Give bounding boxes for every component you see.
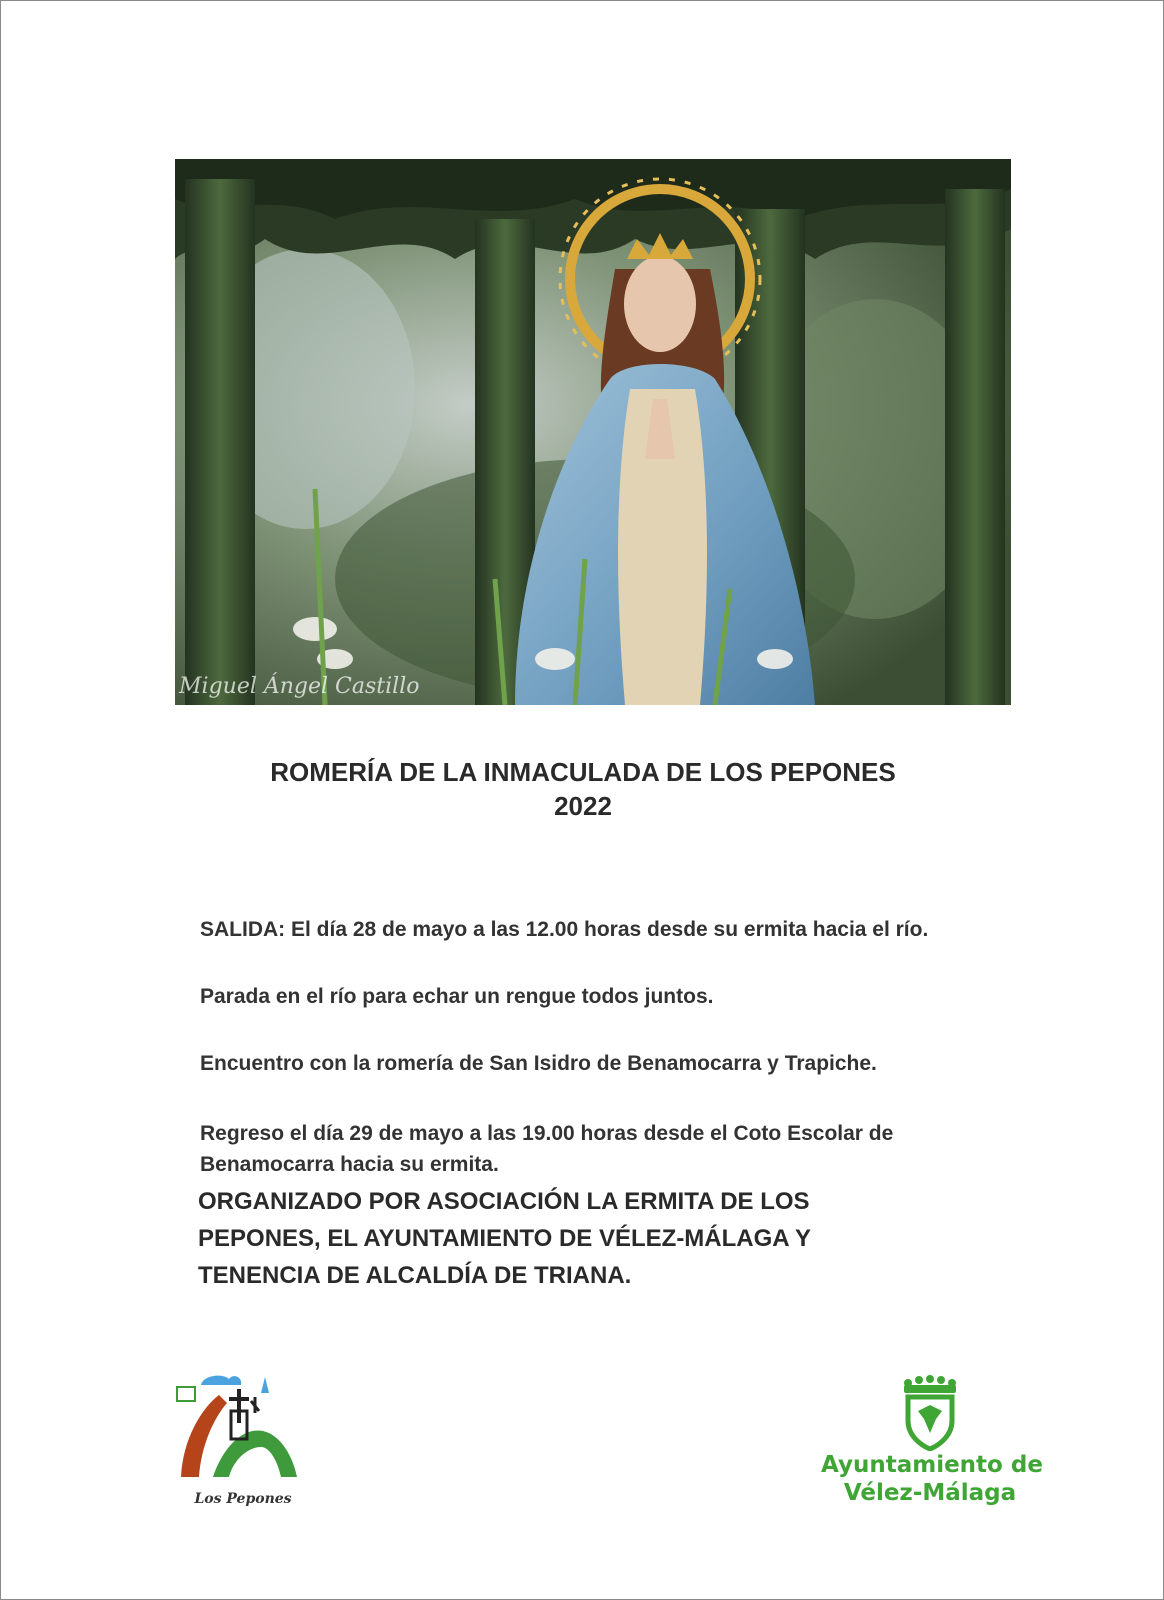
title-year: 2022	[554, 791, 612, 821]
departure-paragraph: SALIDA: El día 28 de mayo a las 12.00 horas desde su ermita hacia el río.	[200, 918, 929, 941]
los-pepones-emblem-icon	[173, 1367, 311, 1487]
los-pepones-logo	[173, 1367, 311, 1517]
virgin-illustration	[175, 159, 1011, 705]
ayuntamiento-line-2: Vélez-Málaga	[843, 1480, 1017, 1506]
ayuntamiento-line-1: Ayuntamiento de	[821, 1452, 1043, 1478]
river-stop-paragraph: Parada en el río para echar un rengue todos juntos.	[200, 985, 714, 1008]
event-title	[1, 755, 1164, 823]
title-line-1: ROMERÍA DE LA INMACULADA DE LOS PEPONES	[270, 757, 896, 787]
ayuntamiento-velez-malaga-logo	[821, 1375, 1043, 1506]
organizers-line-3: TENENCIA DE ALCALDÍA DE TRIANA.	[198, 1262, 632, 1289]
meeting-paragraph: Encuentro con la romería de San Isidro de Benamocarra y Trapiche.	[200, 1052, 877, 1075]
los-pepones-caption: Los Pepones	[194, 1491, 292, 1507]
photo-credit-watermark: Miguel Ángel Castillo	[179, 674, 420, 699]
return-paragraph: Regreso el día 29 de mayo a las 19.00 horas desde el Coto Escolar de Benamocarra hacia su ermita.	[200, 1122, 894, 1176]
velez-malaga-crest-icon	[900, 1375, 960, 1451]
virgin-photo	[175, 159, 1011, 705]
organizers-line-2: PEPONES, EL AYUNTAMIENTO DE VÉLEZ-MÁLAGA Y	[198, 1225, 811, 1252]
organizers-block	[198, 1183, 958, 1294]
organizers-line-1: ORGANIZADO POR ASOCIACIÓN LA ERMITA DE LOS	[198, 1188, 810, 1215]
